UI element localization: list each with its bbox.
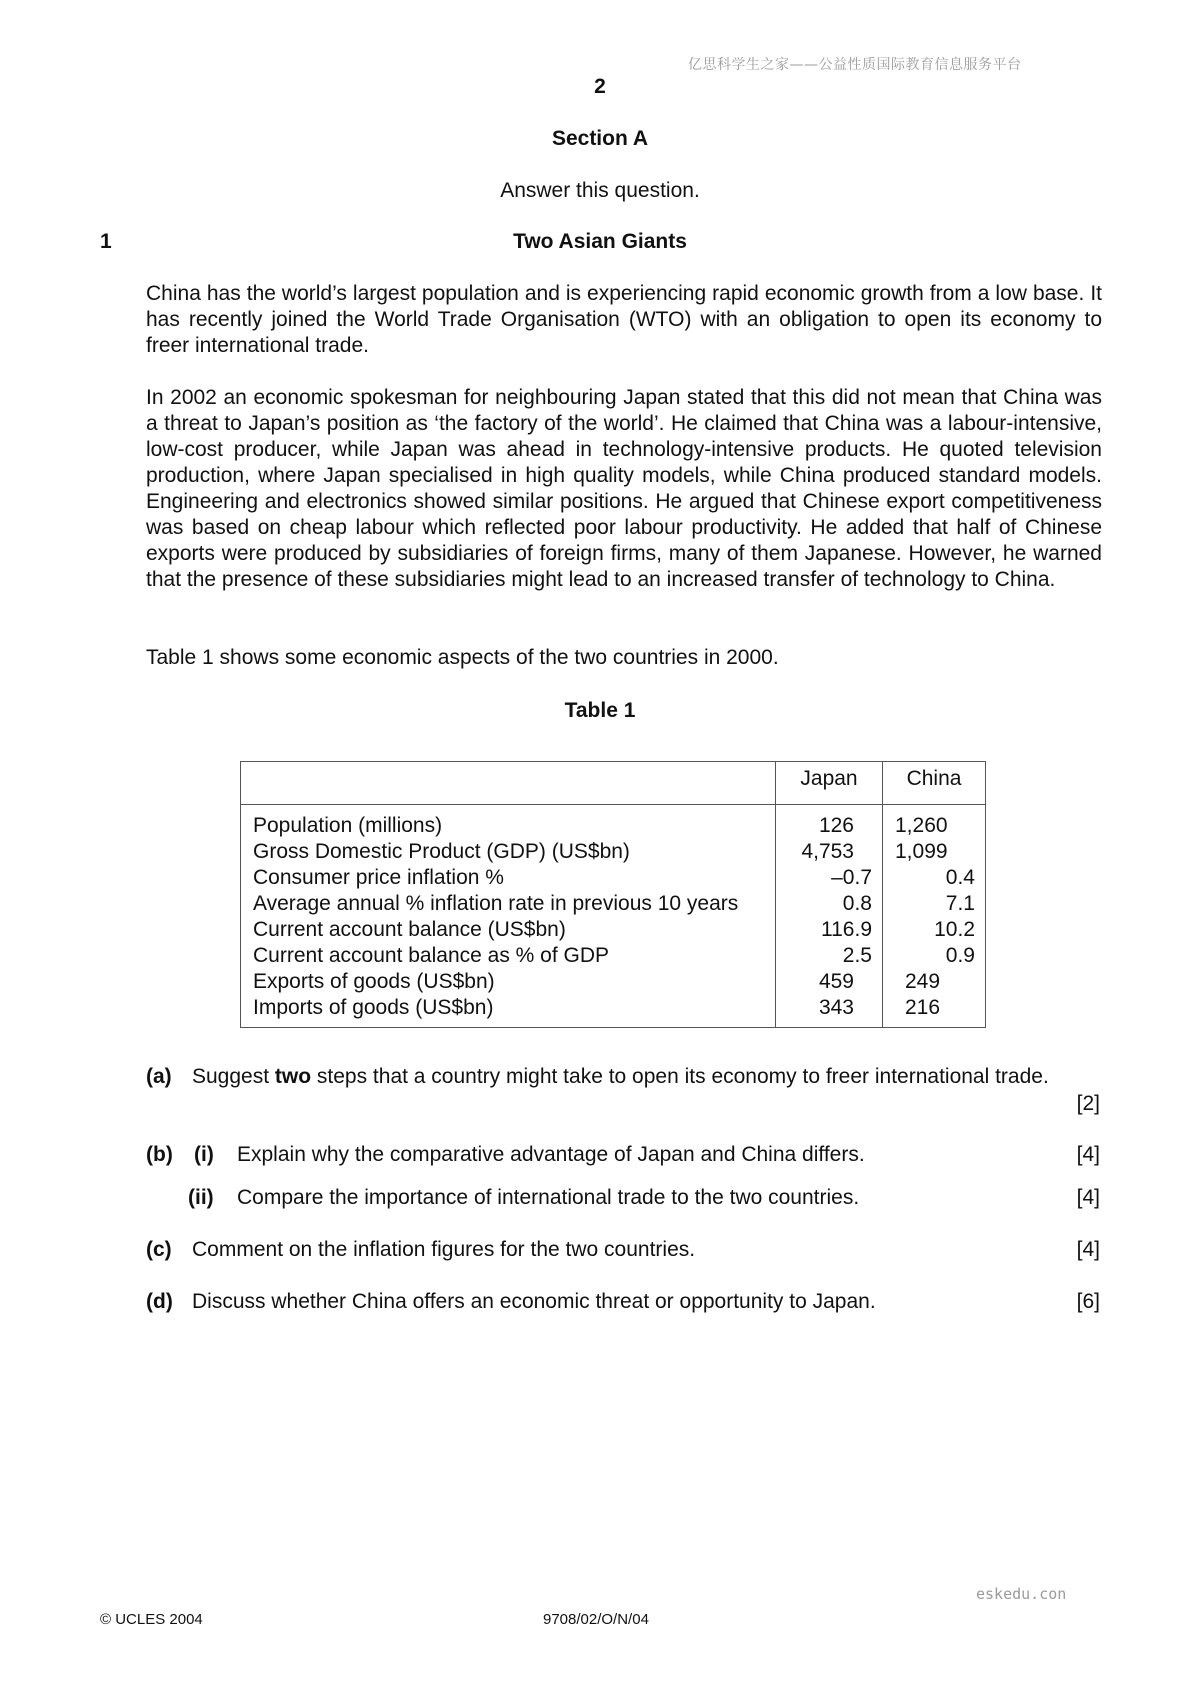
row-label-current-account-pct: Current account balance as % of GDP (253, 944, 610, 967)
japan-exports: 459 (818, 970, 854, 993)
question-d-text: Discuss whether China offers an economic threat or opportunity to Japan. (192, 1290, 876, 1313)
china-current-account: 10.2 (934, 918, 975, 941)
paragraph-2-text: In 2002 an economic spokesman for neighbouring Japan stated that this did not mean that China was a threat to Japan’s position as ‘the factory of the world’. He claimed that China was a labour-intensive, low-cost producer, while Japan was ahead in technology-intensive products. He quoted television production, where Japan specialised in high quality models, while China produced standard models. Engineering and electronics showed similar positions. He argued that Chinese export competitiveness was based on cheap labour which reflected poor labour productivity. He added that half of Chinese exports were produced by subsidiaries of foreign firms, many of them Japanese. However, he warned that the presence of these subsidiaries might lead to an increased transfer of technology to China. (146, 386, 1102, 591)
china-cpi: 0.4 (945, 866, 975, 889)
paragraph-2 (146, 385, 1102, 593)
table-caption: Table 1 (564, 699, 636, 722)
watermark-bottom: eskedu.con (976, 1585, 1067, 1603)
paragraph-1 (146, 281, 1102, 359)
question-title: Two Asian Giants (513, 230, 687, 253)
question-a-marks: [2] (1076, 1092, 1100, 1115)
paragraph-1-text: China has the world’s largest population and is experiencing rapid economic growth from a low base. It has recently joined the World Trade Organisation (WTO) with an obligation to open its economy to freer international trade. (146, 282, 1102, 357)
row-label-avg-inflation: Average annual % inflation rate in previous 10 years (253, 892, 739, 915)
question-c-marks: [4] (1076, 1238, 1100, 1261)
footer-code: 9708/02/O/N/04 (543, 1611, 649, 1628)
japan-imports: 343 (818, 996, 854, 1019)
watermark-top: 亿思科学生之家——公益性质国际教育信息服务平台 (688, 57, 1022, 73)
question-b-label: (b) (146, 1143, 173, 1166)
row-label-population: Population (millions) (253, 814, 443, 837)
japan-current-account: 116.9 (821, 918, 872, 941)
table-header-china: China (883, 762, 986, 805)
japan-population: 126 (818, 814, 854, 837)
question-b-i-text: Explain why the comparative advantage of Japan and China differs. (237, 1143, 865, 1166)
row-label-exports: Exports of goods (US$bn) (253, 970, 495, 993)
row-label-cpi: Consumer price inflation % (253, 866, 504, 889)
china-population: 1,260 (895, 814, 948, 837)
china-avg-inflation: 7.1 (945, 892, 975, 915)
question-a-text (192, 1064, 1102, 1090)
japan-avg-inflation: 0.8 (842, 892, 872, 915)
question-a-text-post: steps that a country might take to open its economy to freer international trade. (311, 1065, 1049, 1088)
china-imports: 216 (905, 996, 941, 1019)
table-body-row (241, 805, 986, 1028)
japan-column (776, 805, 883, 1028)
question-d-label: (d) (146, 1290, 173, 1313)
question-b-i-marks: [4] (1076, 1143, 1100, 1166)
question-c-text: Comment on the inflation figures for the two countries. (192, 1238, 696, 1261)
question-c-label: (c) (146, 1238, 172, 1261)
china-exports: 249 (905, 970, 941, 993)
economic-data-table (240, 761, 986, 1028)
question-b-ii-marks: [4] (1076, 1186, 1100, 1209)
china-column (883, 805, 986, 1028)
china-gdp: 1,099 (895, 840, 948, 863)
table-header-row (241, 762, 986, 805)
japan-gdp: 4,753 (801, 840, 854, 863)
question-a-text-pre: Suggest (192, 1065, 275, 1088)
question-number: 1 (100, 230, 112, 253)
question-b-ii-label: (ii) (188, 1186, 214, 1209)
question-b-i-label: (i) (194, 1143, 214, 1166)
label-column (241, 805, 776, 1028)
paragraph-3-text: Table 1 shows some economic aspects of the two countries in 2000. (146, 646, 779, 669)
table-header-japan: Japan (776, 762, 883, 805)
footer-copyright: © UCLES 2004 (100, 1611, 203, 1628)
question-d-marks: [6] (1076, 1290, 1100, 1313)
japan-cpi: –0.7 (831, 866, 872, 889)
japan-current-account-pct: 2.5 (842, 944, 872, 967)
row-label-gdp: Gross Domestic Product (GDP) (US$bn) (253, 840, 630, 863)
row-label-imports: Imports of goods (US$bn) (253, 996, 494, 1019)
question-a-label: (a) (146, 1065, 172, 1088)
question-b-ii-text: Compare the importance of international trade to the two countries. (237, 1186, 860, 1209)
table-header-empty (241, 762, 776, 805)
china-current-account-pct: 0.9 (945, 944, 975, 967)
paragraph-3 (146, 645, 1102, 671)
row-label-current-account: Current account balance (US$bn) (253, 918, 566, 941)
page-number: 2 (594, 75, 606, 98)
question-a-text-bold: two (274, 1065, 312, 1088)
instruction: Answer this question. (500, 179, 700, 202)
section-title: Section A (551, 127, 649, 150)
